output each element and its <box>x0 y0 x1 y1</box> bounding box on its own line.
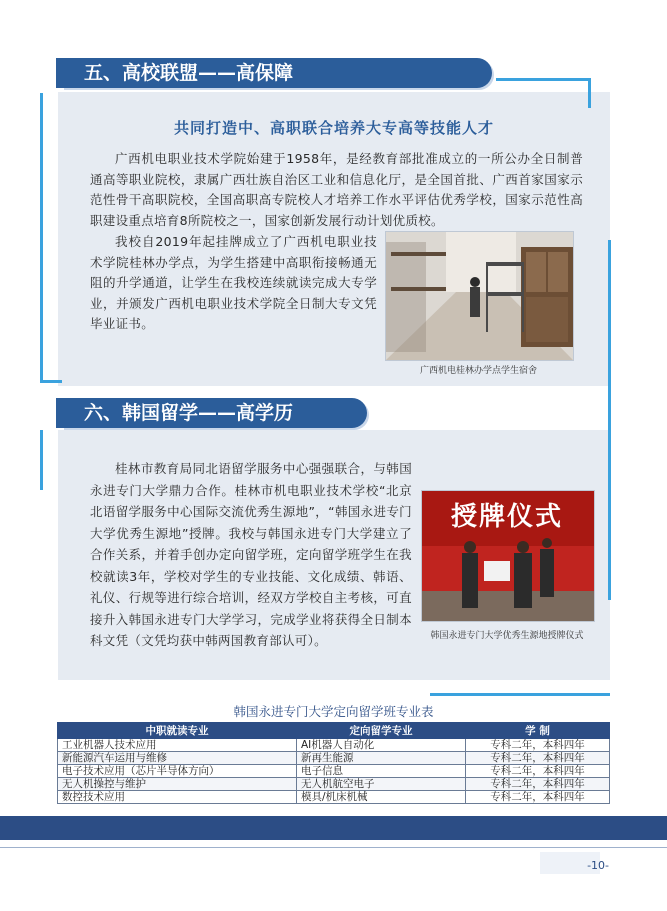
table-cell: 工业机器人技术应用 <box>58 739 297 752</box>
header-cell: 定向留学专业 <box>297 723 466 739</box>
table-cell: 专科二年，本科四年 <box>466 778 610 791</box>
table-cell: 专科二年，本科四年 <box>466 765 610 778</box>
table-row <box>58 778 610 791</box>
table-cell: 专科二年，本科四年 <box>466 752 610 765</box>
table-cell: 无人机航空电子 <box>297 778 466 791</box>
frame-line <box>40 93 43 383</box>
frame-line <box>40 380 62 383</box>
section6-paragraph: 桂林市教育局同北语留学服务中心强强联合，与韩国永进专门大学鼎力合作。桂林市机电职业技术学校“北京北语留学服务中心国际交流优秀生源地”，“韩国永进专门大学优秀生源地”授牌。我校与韩国永进专门大学建立了合作关系，并着手创办定向留学班，定向留学班学生在我校就读3年，学校对学生的专业技能、文化成绩、韩语、礼仪、行规等进行综合培训，经双方学校自主考核，可直接升入韩国永进专门大学学习，完成学业将获得全日制本科文凭（文凭均获中韩两国教育部认可）。 <box>90 461 412 648</box>
footer-rule <box>0 847 667 848</box>
frame-line <box>496 78 588 81</box>
table-row <box>58 739 610 752</box>
table-cell: 电子信息 <box>297 765 466 778</box>
table-cell: 模具/机床机械 <box>297 791 466 804</box>
frame-line <box>40 430 43 490</box>
table-cell: 电子技术应用（芯片半导体方向） <box>58 765 297 778</box>
table-cell: 新能源汽车运用与维修 <box>58 752 297 765</box>
header-cell: 学 制 <box>466 723 610 739</box>
page-number: -10- <box>587 859 609 872</box>
table-cell: AI机器人自动化 <box>297 739 466 752</box>
frame-line <box>588 78 591 108</box>
frame-line <box>608 240 611 380</box>
section5-paragraph-2: 我校自2019年起挂牌成立了广西机电职业技术学院桂林办学点，为学生搭建中高职衔接畅通无阻的升学通道，让学生在我校连续就读完成大专学业，并颁发广西机电职业技术学院全日制大专文凭毕业证书。 <box>90 234 377 331</box>
header-cell: 中职就读专业 <box>58 723 297 739</box>
section5-subtitle: 共同打造中、高职联合培养大专高等技能人才 <box>173 119 494 137</box>
dorm-photo-caption: 广西机电桂林办学点学生宿舍 <box>419 366 537 376</box>
table-row <box>58 752 610 765</box>
table-cell: 专科二年，本科四年 <box>466 791 610 804</box>
section6-title: 六、韩国留学——高学历 <box>62 398 367 428</box>
dorm-photo <box>385 231 574 361</box>
frame-line <box>608 380 611 600</box>
table-header-row <box>58 723 610 739</box>
table-cell: 新再生能源 <box>297 752 466 765</box>
table-cell: 无人机操控与维护 <box>58 778 297 791</box>
section5-paragraph-1: 广西机电职业技术学院始建于1958年，是经教育部批准成立的一所公办全日制普通高等职业院校，隶属广西壮族自治区工业和信息化厅，是全国首批、广西首家国家示范性骨干高职院校，全国高职高专院校人才培养工作水平评估优秀学校，国家示范性高职建设重点培育8所院校之一，国家创新发展行动计划优质校。 <box>90 151 583 228</box>
table-title: 韩国永进专门大学定向留学班专业表 <box>233 704 434 719</box>
frame-line <box>430 693 610 696</box>
ceremony-banner-text: 授牌仪式 <box>450 502 563 532</box>
majors-table <box>57 722 610 804</box>
table-cell: 专科二年，本科四年 <box>466 739 610 752</box>
table-row <box>58 765 610 778</box>
section5-title: 五、高校联盟——高保障 <box>62 58 492 88</box>
footer-band <box>0 816 667 840</box>
ceremony-photo-caption: 韩国永进专门大学优秀生源地授牌仪式 <box>430 631 584 641</box>
table-cell: 数控技术应用 <box>58 791 297 804</box>
table-row <box>58 791 610 804</box>
